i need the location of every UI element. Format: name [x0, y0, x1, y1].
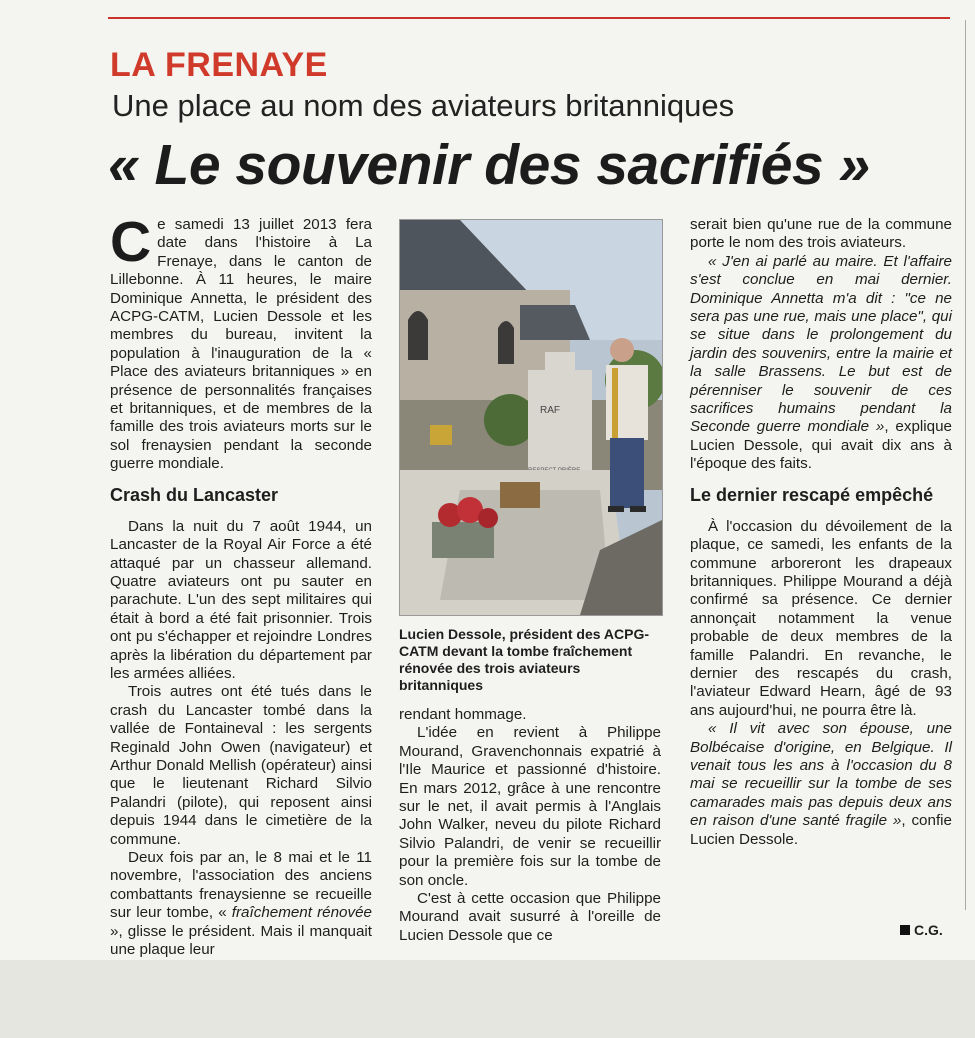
column-1 — [110, 210, 372, 959]
quote-italic: fraîchement rénovée — [231, 904, 372, 922]
article-headline: « Le souvenir des sacrifiés » — [108, 133, 870, 197]
author-signature — [900, 922, 943, 938]
man-head — [610, 338, 634, 362]
paragraph — [110, 849, 372, 959]
paragraph: Trois autres ont été tués dans le crash du Lancaster tombé dans la vallée de Fontaineval : les sergents Reginald John Owen (navigateur) et Arthur Donald Mellish (opérateur) ainsi que le lieutenant Richard Silvio Palandri (pilote), qui reposent ainsi depuis 1944 dans le cimetière de la commune. — [110, 683, 372, 848]
drop-cap: C — [110, 210, 152, 274]
section-rule — [108, 17, 950, 19]
column-2 — [399, 706, 661, 945]
quote-italic: « J'en ai parlé au maire. Et l'affaire s'est conclue en mai dernier. Dominique Annetta m'a dit : "ce ne sera pas une rue, mais une place", qui se situe dans le prolongement du jardin des souvenirs, entre la mairie et la salle Brassens. Le but est de pérenniser le souvenir de ces sacrifices humains pendant la Seconde guerre mondiale » — [690, 252, 952, 436]
flowers — [478, 508, 498, 528]
paragraph — [690, 720, 952, 849]
headstone-cross — [545, 352, 575, 382]
man-shoe — [608, 506, 624, 512]
paragraph-text: Deux fois par an, le 8 mai et le 11 novembre, l'association des anciens combattants frenaysienne se recueille sur leur tombe, « — [110, 849, 372, 922]
column-3 — [690, 216, 952, 849]
paragraph: C'est à cette occasion que Philippe Mourand avait susurré à l'oreille de Lucien Dessole que ce — [399, 890, 661, 944]
column-divider — [965, 20, 966, 910]
headstone-inscription: RAF — [540, 405, 560, 416]
man-shoe — [630, 506, 646, 512]
photo-illustration — [400, 220, 662, 615]
kicker-location: LA FRENAYE — [110, 46, 328, 84]
paragraph: serait bien qu'une rue de la commune porte le nom des trois aviateurs. — [690, 216, 952, 252]
church-window — [408, 311, 428, 360]
flower-pot — [430, 425, 452, 445]
section-heading-crash: Crash du Lancaster — [110, 484, 279, 505]
paragraph: À l'occasion du dévoilement de la plaque, ce samedi, les enfants de la commune arboreront les drapeaux britanniques. Philippe Mourand a déjà confirmé sa présence. Ce dernier annonçait notamment la venue probable de deux membres de la famille Palandri. En revanche, le dernier des rescapés du crash, l'aviateur Edward Hearn, âgé de 93 ans aujourd'hui, ne pourra être là. — [690, 517, 952, 719]
tomb-plaque — [500, 482, 540, 508]
paragraph-text: », glisse le président. Mais il manquait une plaque leur — [110, 922, 372, 959]
paragraph: Dans la nuit du 7 août 1944, un Lancaster de la Royal Air Force a été attaqué par un chasseur allemand. Quatre aviateurs ont pu sauter en parachute. L'un des sept militaires qui était à bord a été fait prisonnier. Trois ont pu s'échapper et rejoindre Londres après la libération du département par les armées alliées. — [110, 517, 372, 682]
signature-text: C.G. — [914, 922, 943, 938]
paragraph: L'idée en revient à Philippe Mourand, Gravenchonnais expatrié à l'Ile Maurice et passionné d'histoire. En mars 2012, grâce à une rencontre sur le net, il avait permis à l'Anglais John Walker, neveu du pilote Richard Silvio Palandri, de venir se recueillir pour la première fois sur la tombe de son oncle. — [399, 724, 661, 889]
article-photo — [399, 219, 663, 616]
paragraph: rendant hommage. — [399, 706, 527, 723]
lead-paragraph — [110, 210, 372, 474]
paragraph-text: , explique Lucien Dessole, qui avait dix ans à l'époque des faits. — [690, 418, 952, 473]
church-window — [498, 321, 514, 364]
man-trousers — [610, 438, 644, 508]
article-subtitle: Une place au nom des aviateurs britanniques — [112, 88, 735, 123]
photo-caption: Lucien Dessole, président des ACPG-CATM devant la tombe fraîchement rénovée des trois aviateurs britanniques — [399, 626, 649, 693]
section-heading-rescape: Le dernier rescapé empêché — [690, 484, 934, 505]
quote-italic: « Il vit avec son épouse, une Bolbécaise d'origine, en Belgique. Il venait tous les ans à l'occasion du 8 mai se recueillir sur la tombe de ses camarades mais pas depuis deux ans en raison d'une santé fragile » — [690, 720, 952, 830]
paragraph — [690, 253, 952, 474]
ribbon — [612, 368, 618, 438]
signature-square-icon — [900, 925, 910, 935]
lead-text: e samedi 13 juillet 2013 fera date dans l'histoire à La Frenaye, dans le canton de Lillebonne. À 11 heures, le maire Dominique Annetta, le président des ACPG-CATM, Lucien Dessole et les membres du bureau, invitent la population à l'inauguration de la « Place des aviateurs britanniques » en présence de personnalités françaises et britanniques, et de membres de la famille des trois aviateurs morts sur le sol frenaysien pendant la seconde guerre mondiale. — [110, 216, 372, 473]
page-bottom-margin — [0, 960, 975, 1038]
paragraph-text: , confie Lucien Dessole. — [690, 812, 952, 848]
